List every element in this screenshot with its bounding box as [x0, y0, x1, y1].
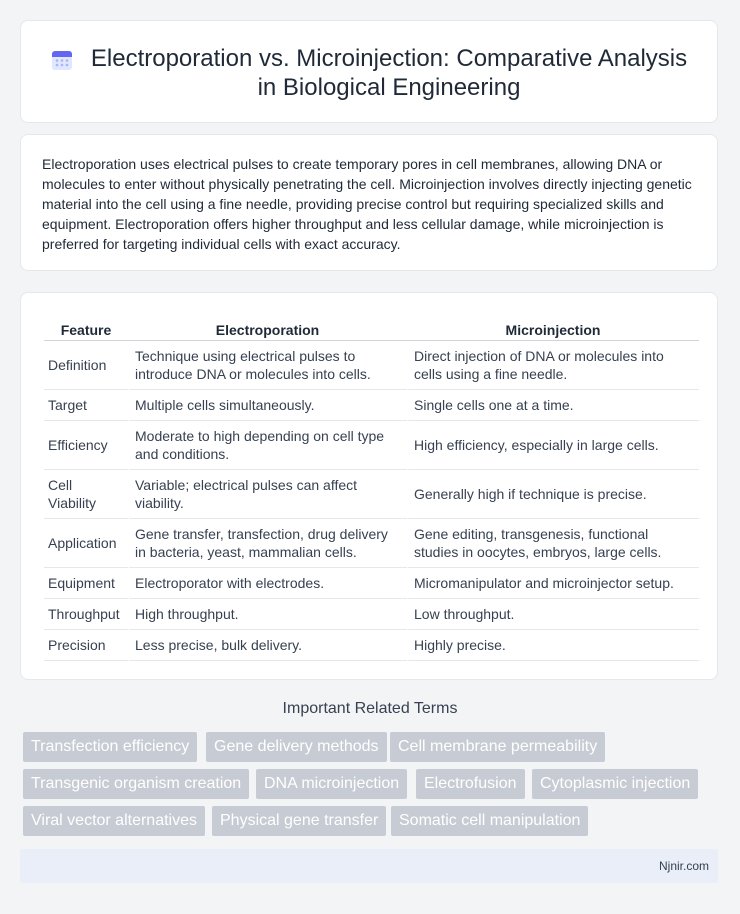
related-terms-title: Important Related Terms: [282, 700, 458, 717]
row-microinjection: Gene editing, transgenesis, functional studies in oocytes, embryos, large cells.: [407, 519, 699, 568]
row-microinjection: Single cells one at a time.: [407, 390, 699, 421]
row-microinjection: Micromanipulator and microinjector setup.: [407, 568, 699, 599]
related-term-tag[interactable]: Transgenic organism creation: [23, 769, 249, 799]
row-electroporation: Less precise, bulk delivery.: [128, 630, 407, 661]
table-row: [44, 470, 699, 519]
row-feature: Equipment: [44, 568, 128, 599]
table-row: [44, 341, 699, 390]
row-feature: Cell Viability: [44, 470, 128, 519]
row-microinjection: Direct injection of DNA or molecules into cells using a fine needle.: [407, 341, 699, 390]
row-feature: Precision: [44, 630, 128, 661]
table-row: [44, 390, 699, 421]
related-term-tag[interactable]: DNA microinjection: [256, 769, 407, 799]
header-electroporation: Electroporation: [128, 314, 407, 341]
row-electroporation: Moderate to high depending on cell type and conditions.: [128, 421, 407, 470]
comparison-table: [44, 314, 699, 661]
related-term-tag[interactable]: Cytoplasmic injection: [532, 769, 698, 799]
row-electroporation: Variable; electrical pulses can affect viability.: [128, 470, 407, 519]
intro-text: Electroporation uses electrical pulses to create temporary pores in cell membranes, allowing DNA or molecules to enter without physically penetrating the cell. Microinjection involves directly injecting genetic material into the cell using a fine needle, providing precise control but requiring specialized skills and equipment. Electroporation offers higher throughput and less cellular damage, while microinjection is preferred for targeting individual cells with exact accuracy.: [42, 156, 692, 252]
footer-brand[interactable]: Njnir.com: [658, 859, 709, 873]
row-electroporation: Multiple cells simultaneously.: [128, 390, 407, 421]
intro-card: [20, 134, 718, 271]
table-row: [44, 519, 699, 568]
table-row: [44, 568, 699, 599]
row-microinjection: Generally high if technique is precise.: [407, 470, 699, 519]
page-title: Electroporation vs. Microinjection: Comparative Analysis in Biological Engineering: [90, 45, 688, 101]
related-term-tag[interactable]: Electrofusion: [416, 769, 525, 799]
table-row: [44, 630, 699, 661]
footer: [20, 849, 718, 883]
header-microinjection: Microinjection: [407, 314, 699, 341]
related-term-tag[interactable]: Transfection efficiency: [23, 732, 197, 762]
table-header-row: [44, 314, 699, 341]
row-feature: Throughput: [44, 599, 128, 630]
related-term-tag[interactable]: Physical gene transfer: [212, 806, 386, 836]
header-feature: Feature: [44, 314, 128, 341]
related-term-tag[interactable]: Somatic cell manipulation: [391, 806, 588, 836]
row-microinjection: High efficiency, especially in large cells.: [407, 421, 699, 470]
row-feature: Target: [44, 390, 128, 421]
row-electroporation: Technique using electrical pulses to introduce DNA or molecules into cells.: [128, 341, 407, 390]
related-term-tag[interactable]: Cell membrane permeability: [390, 732, 605, 762]
row-feature: Efficiency: [44, 421, 128, 470]
related-term-tag[interactable]: Gene delivery methods: [206, 732, 387, 762]
row-microinjection: Highly precise.: [407, 630, 699, 661]
table-row: [44, 421, 699, 470]
row-microinjection: Low throughput.: [407, 599, 699, 630]
row-feature: Application: [44, 519, 128, 568]
related-term-tag[interactable]: Viral vector alternatives: [23, 806, 205, 836]
comparison-table-card: [20, 292, 718, 680]
header-card: [20, 20, 718, 123]
table-row: [44, 599, 699, 630]
calendar-icon: [50, 48, 74, 72]
row-feature: Definition: [44, 341, 128, 390]
row-electroporation: High throughput.: [128, 599, 407, 630]
row-electroporation: Electroporator with electrodes.: [128, 568, 407, 599]
row-electroporation: Gene transfer, transfection, drug delivery in bacteria, yeast, mammalian cells.: [128, 519, 407, 568]
